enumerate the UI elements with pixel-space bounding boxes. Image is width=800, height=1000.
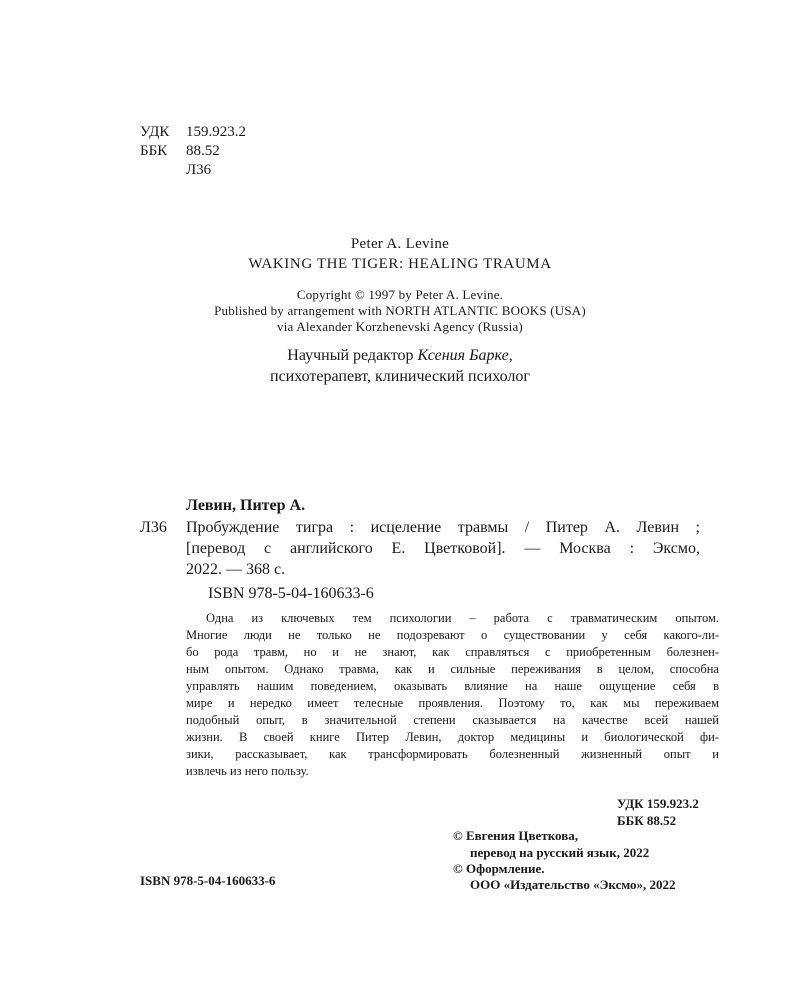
annotation-line: зики, рассказывает, как трансформировать болезненный жизненный опыт и	[186, 747, 719, 761]
original-author: Peter A. Levine	[350, 236, 450, 252]
isbn-bottom: ISBN 978-5-04-160633-6	[140, 873, 276, 888]
card-line: Пробуждение тигра : исцеление травмы / Питер А. Левин ;	[186, 519, 700, 536]
annotation-line: мире и нередко имеет телесные проявления. Поэтому то, как мы переживаем	[186, 696, 719, 710]
annotation	[186, 610, 719, 780]
copyright-publisher: ООО «Издательство «Эксмо», 2022	[470, 877, 676, 892]
bbk-label: ББК	[140, 143, 168, 159]
copyright-translation: перевод на русский язык, 2022	[470, 845, 650, 860]
udk-line	[140, 122, 246, 142]
card-isbn: ISBN 978-5-04-160633-6	[208, 585, 374, 602]
editor-role: психотерапевт, клинический психолог	[270, 368, 530, 385]
card-line: [перевод с английского Е. Цветковой]. — Москва : Эксмо,	[186, 540, 700, 557]
annotation-line: бо рода травм, но и не знают, как справляться с приобретенным болезнен-	[186, 645, 719, 659]
annotation-line: управлять нашим поведением, оказывать влияние на наше ощущение себя в	[186, 679, 719, 693]
annotation-line: извлечь из него пользу.	[186, 764, 309, 778]
bbk-value: 88.52	[186, 143, 220, 159]
annotation-line: жизни. В своей книге Питер Левин, доктор медицины и биологической фи-	[186, 730, 719, 744]
udk-label: УДК	[140, 124, 170, 140]
bbk-bottom: ББК 88.52	[617, 813, 677, 828]
card-author-sign: Л36	[140, 519, 167, 536]
agency-line: via Alexander Korzhenevski Agency (Russia)	[277, 319, 523, 334]
bbk-line	[140, 141, 220, 161]
card-line: 2022. — 368 с.	[186, 561, 286, 578]
annotation-line: Многие люди не только не подозревают о существовании у себя какого-ли-	[186, 628, 719, 642]
copyright-design: © Оформление.	[453, 861, 545, 876]
annotation-line: подобный опыт, в значительной степени сказывается на качестве всей нашей	[186, 713, 719, 727]
copyright-line: Copyright © 1997 by Peter A. Levine.	[296, 287, 504, 302]
published-line: Published by arrangement with NORTH ATLANTIC BOOKS (USA)	[214, 303, 586, 318]
editor-name: Ксения Барке	[417, 347, 509, 364]
annotation-line: Одна из ключевых тем психологии – работа с травматическим опытом.	[206, 611, 719, 625]
annotation-line: ным опытом. Однако травма, как и сильные переживания в целом, способна	[186, 662, 719, 676]
card-description	[186, 517, 700, 580]
editor-suffix: ,	[508, 347, 513, 364]
author-sign-top: Л36	[186, 162, 212, 178]
copyright-translator: © Евгения Цветкова,	[453, 828, 578, 843]
udk-bottom: УДК 159.923.2	[617, 796, 699, 811]
udk-value: 159.923.2	[186, 124, 246, 140]
editor-prefix: Научный редактор	[287, 347, 418, 364]
editor-line	[0, 346, 800, 366]
original-title: WAKING THE TIGER: HEALING TRAUMA	[248, 256, 552, 272]
card-heading: Левин, Питер А.	[186, 497, 306, 514]
